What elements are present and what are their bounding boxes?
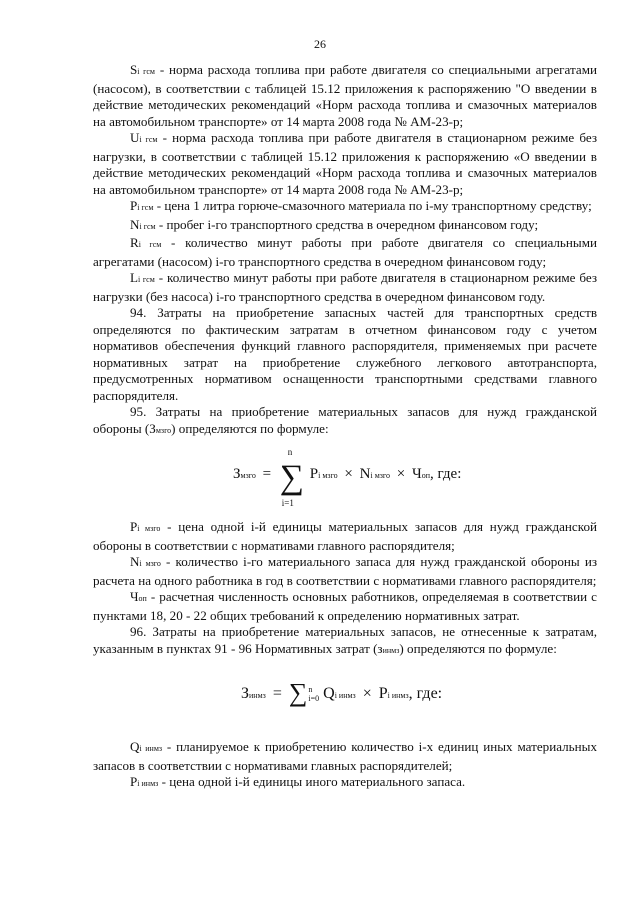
definitions-block-2 [93, 519, 597, 659]
paragraph: Si гсм - норма расхода топлива при работе двигателя со специальными агрегатами (насосом), в соответствии с таблицей 15.12 приложения к распоряжению "О введении в действие методических рекомендаций «Норм расхода топлива и смазочных материалов на автомобильном транспорте» от 14 марта 2008 года № АМ-23-р; [93, 62, 597, 129]
paragraph: Pi гсм - цена 1 литра горюче-смазочного материала по i-му транспортному средству; [130, 198, 592, 213]
page-body [93, 62, 597, 793]
sum-symbol: ∑ n i=1 [279, 447, 305, 508]
paragraph: Li гсм - количество минут работы при работе двигателя в стационарном режиме без нагрузки (без насоса) i-го транспортного средства в очередном финансовом году. [93, 270, 597, 304]
paragraph: 96. Затраты на приобретение материальных запасов, не отнесенные к затратам, указанным в пунктах 91 - 96 Нормативных затрат (зинмз) определяются по формуле: [93, 624, 597, 656]
paragraph: Pi мзго - цена одной i-й единицы материальных запасов для нужд гражданской обороны в соответствии с нормативами главного распорядителя; [93, 519, 597, 553]
page-number: 26 [314, 37, 326, 51]
paragraph: Ni мзго - количество i-го материального запаса для нужд гражданской обороны из расчета на одного работника в год в соответствии с нормативами главного распорядителя; [93, 554, 597, 588]
sum-symbol-2: ∑ [288, 678, 308, 707]
paragraph: Ni гсм - пробег i-го транспортного средства в очередном финансовом году; [130, 216, 539, 232]
paragraph: Pi инмз - цена одной i-й единицы иного материального запаса. [130, 774, 466, 789]
paragraph: Ui гсм - норма расхода топлива при работе двигателя в стационарном режиме без нагрузки, в соответствии с таблицей 15.12 приложения к распоряжению «О введении в действие методических рекомендаций «Норм расхода топлива и смазочных материалов на автомобильном транспорте» от 14 марта 2008 года № АМ-23-р; [93, 130, 597, 197]
paragraph: Чоп - расчетная численность основных работников, определяемая в соответствии с пунктами 18, 20 - 22 общих требований к определению нормативных затрат. [93, 589, 597, 623]
definitions-block-1 [93, 62, 597, 439]
paragraph: Ri гсм - количество минут работы при работе двигателя со специальными агрегатами (насосом) i-го транспортного средства в очередном финансовом году; [93, 235, 597, 269]
definitions-block-3 [93, 739, 597, 793]
formula-mzgo: Змзго = ∑ n i=1 Pi мзго × Ni мзго × Чоп, где: [233, 447, 462, 508]
paragraph: 95. Затраты на приобретение материальных запасов для нужд гражданской обороны (Змзго) определяются по формуле: [93, 404, 597, 436]
paragraph: 94. Затраты на приобретение запасных частей для транспортных средств определяются по фактическим затратам в отчетном финансовом году с учетом нормативов обеспечения функций главного распорядителя, применяемых при расчете нормативных затрат на приобретение служебного легкового автотранспорта, предусмотренных нормативом оснащенности транспортными средствами главного распорядителя. [93, 305, 597, 403]
paragraph: Qi инмз - планируемое к приобретению количество i-х единиц иных материальных запасов в соответствии с нормативами главных распорядителей; [93, 739, 597, 773]
formula-inmz: Зинмз = ∑ n i=0 Qi инмз × Pi инмз, где: [241, 678, 443, 707]
